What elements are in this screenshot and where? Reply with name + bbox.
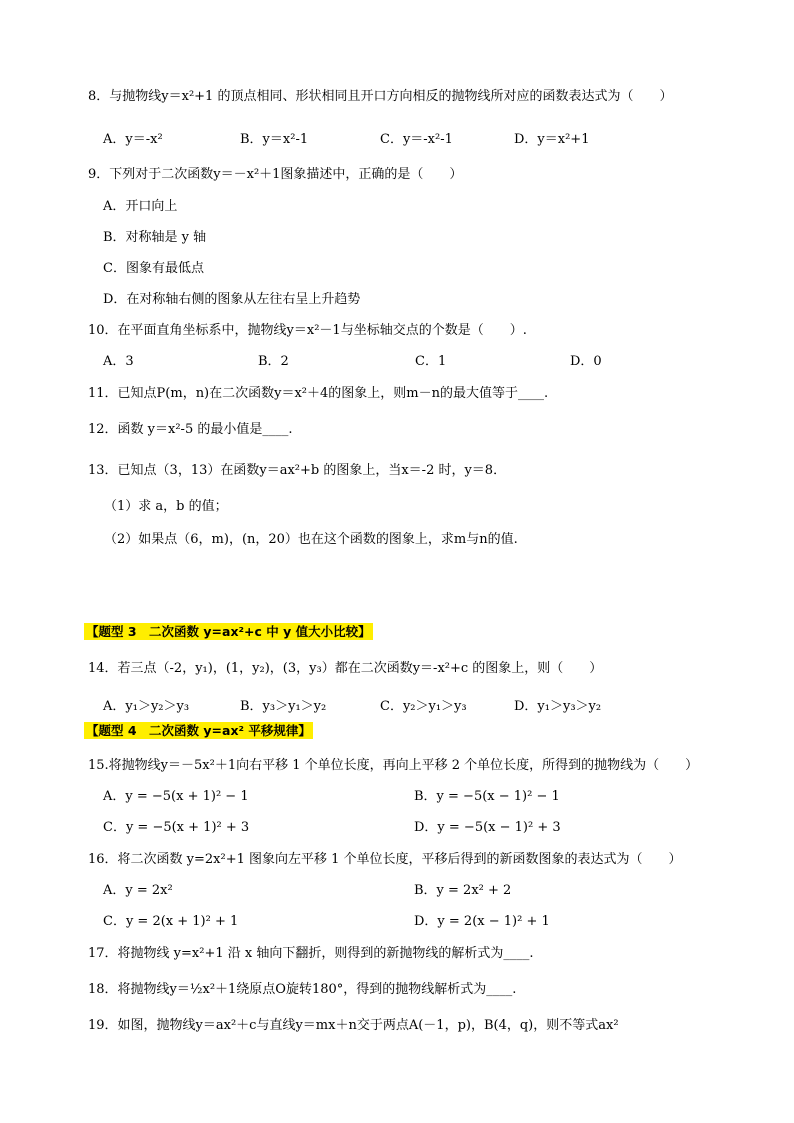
question-15-option-c: C．y = −5(x + 1)² + 3 bbox=[103, 820, 250, 835]
question-10-option-b: B．2 bbox=[258, 354, 289, 369]
question-16-option-b: B．y = 2x² + 2 bbox=[414, 883, 512, 898]
question-8-option-b: B．y＝x²-1 bbox=[240, 132, 309, 147]
question-10-option-c: C．1 bbox=[415, 354, 447, 369]
question-14-stem: 14．若三点（-2，y₁)，(1，y₂)，(3，y₃）都在二次函数y＝-x²+c 的图象上，则（ ） bbox=[88, 661, 603, 676]
question-9-stem: 9．下列对于二次函数y＝－x²＋1图象描述中，正确的是（ ） bbox=[88, 167, 463, 182]
question-10-option-a: A．3 bbox=[103, 354, 134, 369]
question-16-option-a: A．y = 2x² bbox=[103, 883, 173, 898]
question-12-stem: 12．函数 y＝x²-5 的最小值是____. bbox=[88, 422, 293, 437]
question-9-option-d: D．在对称轴右侧的图象从左往右呈上升趋势 bbox=[103, 292, 361, 307]
question-14-option-a: A．y₁＞y₂＞y₃ bbox=[103, 699, 190, 714]
question-14-option-c: C．y₂＞y₁＞y₃ bbox=[380, 699, 467, 714]
question-16-stem: 16．将二次函数 y=2x²+1 图象向左平移 1 个单位长度，平移后得到的新函数图象的表达式为（ ） bbox=[88, 852, 682, 867]
question-15-stem: 15.将抛物线y＝－5x²＋1向右平移 1 个单位长度，再向上平移 2 个单位长度，所得到的抛物线为（ ） bbox=[88, 758, 699, 773]
question-19-stem: 19．如图，抛物线y＝ax²＋c与直线y＝mx＋n交于两点A(－1，p)，B(4，q)，则不等式ax² bbox=[88, 1018, 619, 1033]
section-header-type-3: 【题型 3 二次函数 y=ax²+c 中 y 值大小比较】 bbox=[86, 624, 371, 639]
section-header-type-4: 【题型 4 二次函数 y=ax² 平移规律】 bbox=[86, 723, 311, 738]
question-15-option-b: B．y = −5(x − 1)² − 1 bbox=[414, 789, 560, 804]
question-13-part-1: （1）求 a，b 的值； bbox=[104, 499, 228, 514]
question-8-stem: 8．与抛物线y＝x²+1 的顶点相同、形状相同且开口方向相反的抛物线所对应的函数表达式为（ ） bbox=[88, 89, 673, 104]
question-10-stem: 10．在平面直角坐标系中，抛物线y＝x²－1与坐标轴交点的个数是（ ）. bbox=[88, 323, 527, 338]
question-8-option-d: D．y＝x²+1 bbox=[514, 132, 590, 147]
question-8-option-a: A．y＝-x² bbox=[103, 132, 163, 147]
question-13-stem: 13．已知点（3，13）在函数y＝ax²+b 的图象上，当x＝-2 时，y＝8． bbox=[88, 463, 507, 478]
question-8-option-c: C．y＝-x²-1 bbox=[380, 132, 453, 147]
question-16-option-d: D．y = 2(x − 1)² + 1 bbox=[414, 914, 550, 929]
question-15-option-a: A．y = −5(x + 1)² − 1 bbox=[103, 789, 249, 804]
question-10-option-d: D．0 bbox=[570, 354, 602, 369]
question-14-option-d: D．y₁＞y₃＞y₂ bbox=[514, 699, 602, 714]
question-16-option-c: C．y = 2(x + 1)² + 1 bbox=[103, 914, 239, 929]
question-18-stem: 18．将抛物线y＝½x²＋1绕原点O旋转180°，得到的抛物线解析式为____. bbox=[88, 982, 517, 997]
question-14-option-b: B．y₃＞y₁＞y₂ bbox=[240, 699, 327, 714]
question-11-stem: 11．已知点P(m，n)在二次函数y＝x²＋4的图象上，则m－n的最大值等于____. bbox=[88, 386, 549, 401]
question-15-option-d: D．y = −5(x − 1)² + 3 bbox=[414, 820, 561, 835]
question-9-option-b: B．对称轴是 y 轴 bbox=[103, 230, 207, 245]
question-13-part-2: （2）如果点（6，m)，(n，20）也在这个函数的图象上，求m与n的值. bbox=[104, 532, 518, 547]
question-17-stem: 17．将抛物线 y=x²+1 沿 x 轴向下翻折，则得到的新抛物线的解析式为____. bbox=[88, 946, 534, 961]
question-9-option-c: C．图象有最低点 bbox=[103, 261, 204, 276]
question-9-option-a: A．开口向上 bbox=[103, 199, 178, 214]
